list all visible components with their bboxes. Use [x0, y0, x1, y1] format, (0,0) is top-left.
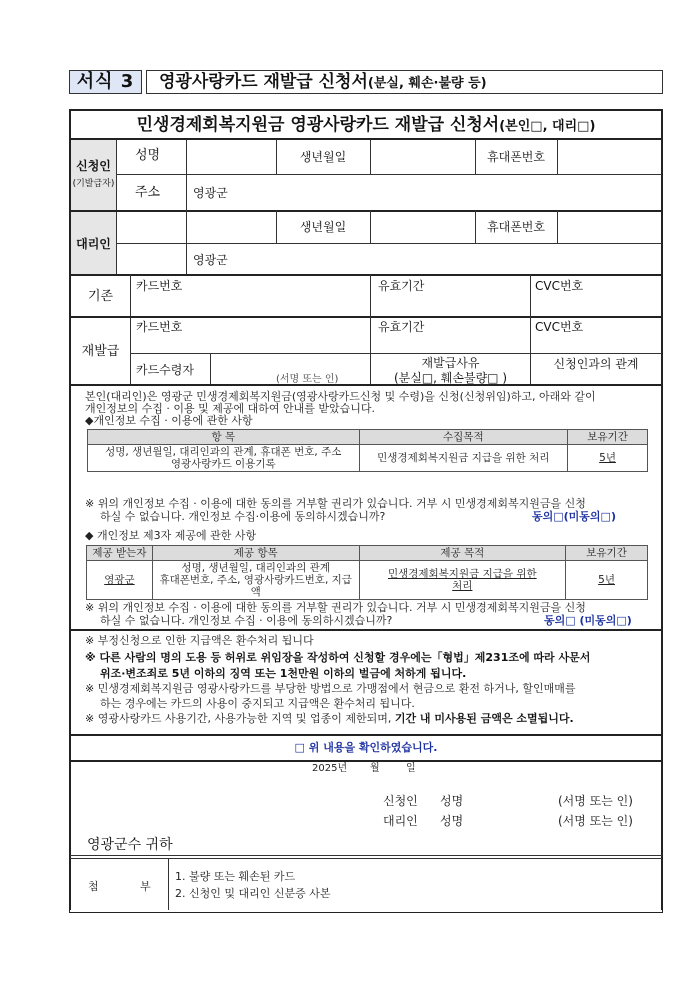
collect-table-row [88, 445, 648, 472]
warning-4-bold: 기간 내 미사용된 금액은 소멸됩니다. [394, 712, 574, 725]
consent-intro-line1: 본인(대리인)은 영광군 민생경제회복지원금(영광사랑카드신청 및 수령)을 신청(신청위임)하고, 아래와 같이 [85, 390, 596, 403]
collect-heading: ◆개인정보 수집 · 이용에 관한 사항 [85, 414, 253, 427]
provide-purpose-line2: 처리 [452, 580, 473, 592]
attachment-item-1: 1. 불량 또는 훼손된 카드 [175, 870, 296, 883]
divider [116, 243, 662, 244]
divider [70, 384, 662, 386]
relation-label: 신청인과의 관계 [553, 357, 639, 371]
main-title [71, 111, 661, 139]
consent-agree-checkbox-1[interactable]: 동의□(미동의□) [532, 510, 616, 523]
attachment-item-2: 2. 신청인 및 대리인 신분증 사본 [175, 887, 331, 900]
consent-agree-checkbox-2[interactable]: 동의□ (미동의□) [544, 614, 632, 627]
main-title-text: 민생경제회복지원금 영광사랑카드 재발급 신청서 [136, 115, 500, 135]
collect-header-purpose: 수집목적 [359, 430, 568, 445]
provide-table [86, 545, 648, 600]
existing-cvc-field[interactable] [531, 275, 661, 315]
proxy-birth-field[interactable] [371, 211, 474, 242]
reissue-reason-options[interactable]: (분실□, 훼손불량□ ) [393, 371, 508, 385]
divider [70, 629, 662, 631]
reissue-cvc-label: CVC번호 [535, 320, 584, 334]
provide-recipient-cell: 영광군 [87, 561, 153, 600]
provide-items-line1: 성명, 생년월일, 대리인과의 관계 [181, 562, 330, 574]
provide-table-header [87, 546, 648, 561]
reissue-expiry-label: 유효기간 [378, 320, 425, 334]
warning-3-line2: 하는 경우에는 카드의 사용이 중지되고 지급액은 환수처리 됩니다. [100, 697, 415, 710]
spacer [70, 910, 662, 912]
reissue-cvc-field[interactable] [531, 318, 661, 352]
provide-purpose-cell [359, 561, 566, 600]
provide-period-cell: 5년 [566, 561, 648, 600]
existing-card-number-field[interactable] [131, 275, 369, 315]
proxy-label: 대리인 [76, 237, 111, 251]
warning-4 [85, 712, 574, 725]
consent-intro-line2: 개인정보의 수집 · 이용 및 제공에 대하여 안내를 받았습니다. [85, 402, 375, 415]
notice2-line1: ※ 위의 개인정보 수집 · 이용에 대한 동의를 거부할 권리가 있습니다. 거부 시 민생경제회복지원금을 신청 [85, 601, 586, 614]
proxy-sign-hint[interactable]: (서명 또는 인) [558, 814, 633, 828]
existing-card-number-label: 카드번호 [136, 279, 183, 293]
card-receiver-label: 카드수령자 [136, 363, 194, 377]
proxy-phone-field[interactable] [558, 211, 661, 242]
proxy-birth-label: 생년월일 [299, 220, 347, 234]
provide-items-line2: 휴대폰번호, 주소, 영광사랑카드번호, 지급액 [159, 574, 352, 598]
existing-expiry-label: 유효기간 [378, 279, 425, 293]
divider [116, 140, 117, 274]
provide-heading: ◆ 개인정보 제3자 제공에 관한 사항 [85, 529, 257, 542]
applicant-sign-role: 신청인 [383, 794, 418, 808]
collect-items-cell [88, 445, 360, 472]
applicant-name-field[interactable] [187, 141, 275, 173]
reissue-card-label: 재발급 [81, 344, 120, 359]
existing-expiry-field[interactable] [371, 275, 529, 315]
proxy-address-field[interactable]: 영광군 [193, 253, 228, 267]
provide-purpose-line1: 민생경제회복지원금 지급을 위한 [387, 568, 537, 580]
date-day[interactable]: 일 [406, 763, 416, 774]
collect-purpose-cell: 민생경제회복지원금 지급을 위한 처리 [359, 445, 568, 472]
proxy-sign-role: 대리인 [383, 814, 418, 828]
form-number-tag: 서식 3 [69, 70, 142, 94]
attachments-label-2: 부 [140, 880, 151, 893]
applicant-sign-name-label: 성명 [440, 794, 464, 808]
reissue-card-number-field[interactable] [131, 318, 369, 352]
reissue-expiry-field[interactable] [371, 318, 529, 352]
applicant-sublabel: (기발급자) [72, 179, 115, 189]
applicant-address-label: 주소 [135, 185, 161, 200]
applicant-birth-field[interactable] [371, 141, 474, 173]
proxy-name-field[interactable] [187, 211, 275, 242]
notice1-line1: ※ 위의 개인정보 수집 · 이용에 대한 동의를 거부할 권리가 있습니다. 거부 시 민생경제회복지원금을 신청 [85, 497, 586, 510]
applicant-phone-field[interactable] [558, 141, 661, 173]
applicant-label: 신청인 [76, 159, 111, 173]
warning-1: ※ 부정신청으로 인한 지급액은 환수처리 됩니다 [85, 634, 314, 647]
divider [168, 858, 169, 912]
collect-table-header [88, 430, 648, 445]
collect-header-period: 보유기간 [568, 430, 648, 445]
collect-items-line2: 영광사랑카드 이용기록 [170, 458, 276, 470]
applicant-name-label: 성명 [135, 148, 161, 163]
main-title-suffix: (본인□, 대리□) [499, 119, 596, 134]
provide-items-cell [152, 561, 359, 600]
divider [70, 138, 662, 140]
reissue-card-number-label: 카드번호 [136, 320, 183, 334]
warning-2-line2: 위조·변조죄로 5년 이하의 징역 또는 1천만원 이하의 벌금에 처하게 됩니다. [100, 667, 467, 680]
divider [70, 855, 662, 856]
divider [70, 760, 662, 762]
proxy-sign-name-label: 성명 [440, 814, 464, 828]
warning-4-normal: ※ 영광사랑카드 사용기간, 사용가능한 지역 및 업종이 제한되며, [85, 712, 395, 725]
existing-cvc-label: CVC번호 [535, 279, 584, 293]
provide-header-recipient: 제공 받는자 [87, 546, 153, 561]
existing-card-label: 기존 [87, 289, 114, 304]
collect-header-items: 항 목 [88, 430, 360, 445]
provide-header-purpose: 제공 목적 [359, 546, 566, 561]
divider [116, 174, 662, 175]
proxy-phone-label: 휴대폰번호 [487, 220, 545, 234]
addressee: 영광군수 귀하 [87, 837, 173, 853]
form-title-text: 영광사랑카드 재발급 신청서 [159, 72, 368, 92]
divider [70, 858, 662, 859]
collect-table [87, 429, 648, 472]
form-title-suffix: (분실, 훼손·불량 등) [367, 76, 487, 91]
proxy-name-label-cell [117, 211, 185, 242]
provide-header-period: 보유기간 [566, 546, 648, 561]
notice1-line2: 하실 수 없습니다. 개인정보 수집·이용에 동의하시겠습니까? [100, 510, 386, 523]
date-year[interactable]: 2025년 [312, 763, 348, 774]
warning-3-line1: ※ 민생경제회복지원금 영광사랑카드를 부당한 방법으로 가맹점에서 현금으로 환전 하거나, 할인매매를 [85, 682, 576, 695]
collect-items-line1: 성명, 생년월일, 대리인과의 관계, 휴대폰 번호, 주소 [105, 446, 342, 458]
provide-table-row [87, 561, 648, 600]
applicant-sign-hint[interactable]: (서명 또는 인) [558, 794, 633, 808]
applicant-birth-label: 생년월일 [299, 150, 347, 164]
reissue-reason-label: 재발급사유 [421, 356, 480, 370]
collect-period-cell: 5년 [568, 445, 648, 472]
provide-header-items: 제공 항목 [152, 546, 359, 561]
applicant-phone-label: 휴대폰번호 [487, 150, 545, 164]
form-title [146, 70, 663, 94]
signature-hint: (서명 또는 인) [276, 374, 339, 385]
attachments-label-1: 첨 [88, 880, 99, 893]
date-month[interactable]: 월 [370, 763, 380, 774]
warning-2-line1: ※ 다른 사람의 명의 도용 등 허위로 위임장을 작성하여 신청할 경우에는「형법」제231조에 따라 사문서 [85, 651, 591, 664]
applicant-address-field[interactable]: 영광군 [193, 186, 228, 200]
notice2-line2: 하실 수 없습니다. 개인정보 수집 · 이용에 동의하시겠습니까? [100, 614, 393, 627]
confirm-checkbox[interactable]: □ 위 내용을 확인하였습니다. [294, 741, 438, 754]
